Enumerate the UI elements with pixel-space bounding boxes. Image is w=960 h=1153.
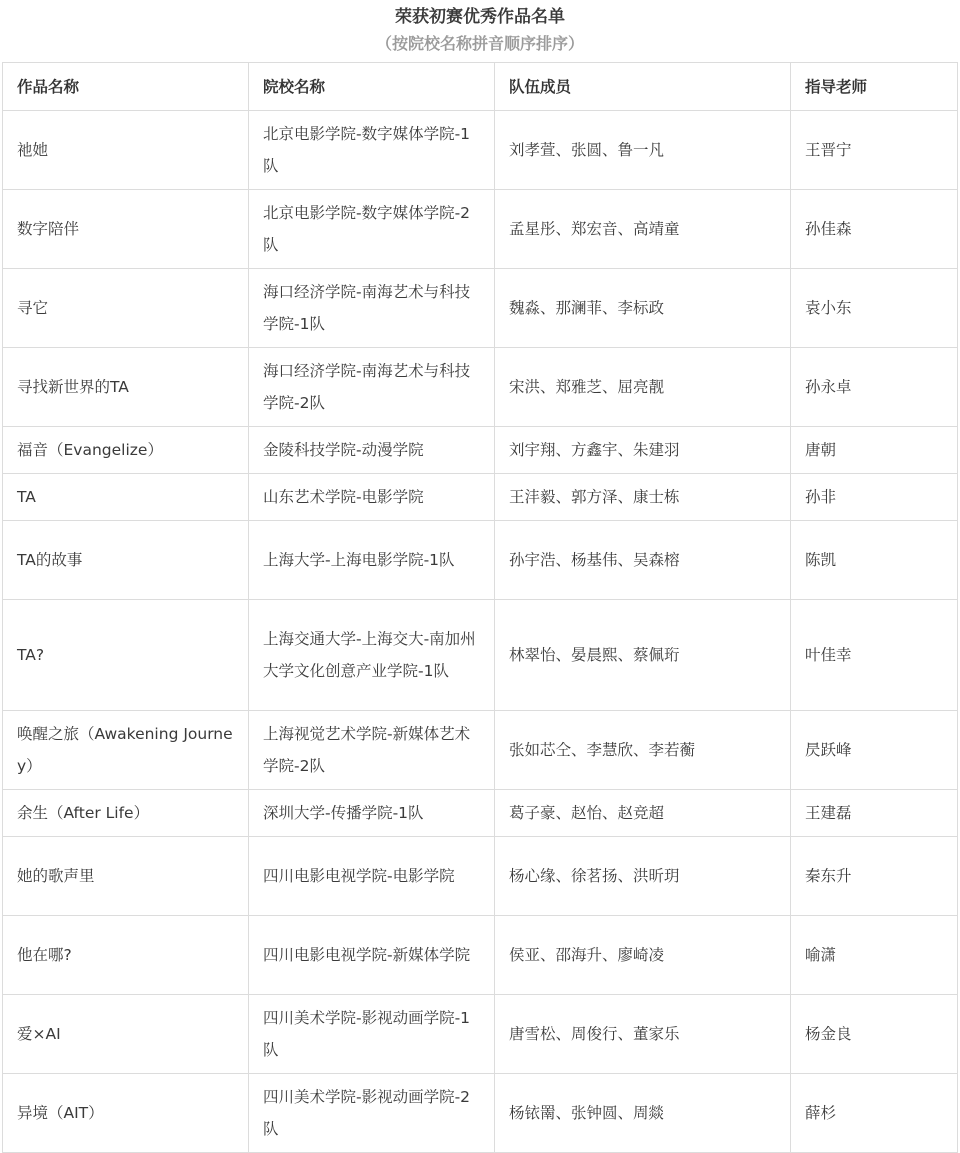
table-row xyxy=(3,837,958,916)
cell-teacher: 陈凯 xyxy=(791,521,958,600)
table-row xyxy=(3,916,958,995)
table-row xyxy=(3,427,958,474)
cell-school: 北京电影学院-数字媒体学院-1队 xyxy=(249,111,495,190)
cell-school: 四川美术学院-影视动画学院-2队 xyxy=(249,1074,495,1153)
cell-teacher: 昃跃峰 xyxy=(791,711,958,790)
cell-teacher: 孙佳森 xyxy=(791,190,958,269)
cell-work: 她的歌声里 xyxy=(3,837,249,916)
cell-school: 上海视觉艺术学院-新媒体艺术学院-2队 xyxy=(249,711,495,790)
table-row xyxy=(3,474,958,521)
cell-members: 张如芯仝、李慧欣、李若蘅 xyxy=(495,711,791,790)
cell-school: 深圳大学-传播学院-1队 xyxy=(249,790,495,837)
cell-members: 杨心缘、徐茗扬、洪昕玥 xyxy=(495,837,791,916)
cell-school: 海口经济学院-南海艺术与科技学院-1队 xyxy=(249,269,495,348)
cell-teacher: 唐朝 xyxy=(791,427,958,474)
page-header xyxy=(0,0,960,62)
table-row xyxy=(3,1074,958,1153)
table-row xyxy=(3,348,958,427)
cell-school: 海口经济学院-南海艺术与科技学院-2队 xyxy=(249,348,495,427)
cell-members: 葛子豪、赵怡、赵竞超 xyxy=(495,790,791,837)
table-row xyxy=(3,711,958,790)
cell-work: 数字陪伴 xyxy=(3,190,249,269)
column-header-members: 队伍成员 xyxy=(495,63,791,111)
cell-school: 上海大学-上海电影学院-1队 xyxy=(249,521,495,600)
page-title: 荣获初赛优秀作品名单 xyxy=(395,7,565,27)
cell-teacher: 袁小东 xyxy=(791,269,958,348)
cell-school: 四川电影电视学院-电影学院 xyxy=(249,837,495,916)
cell-members: 杨铱罱、张钟圆、周燚 xyxy=(495,1074,791,1153)
cell-members: 孙宇浩、杨基伟、吴森榕 xyxy=(495,521,791,600)
cell-school: 北京电影学院-数字媒体学院-2队 xyxy=(249,190,495,269)
table-row xyxy=(3,111,958,190)
cell-members: 林翠怡、晏晨熙、蔡佩珩 xyxy=(495,600,791,711)
cell-work: TA的故事 xyxy=(3,521,249,600)
cell-school: 四川电影电视学院-新媒体学院 xyxy=(249,916,495,995)
cell-teacher: 孙非 xyxy=(791,474,958,521)
cell-members: 刘孝萱、张圆、鲁一凡 xyxy=(495,111,791,190)
cell-work: 异境（AIT） xyxy=(3,1074,249,1153)
cell-work: TA xyxy=(3,474,249,521)
cell-work: 寻它 xyxy=(3,269,249,348)
cell-school: 上海交通大学-上海交大-南加州大学文化创意产业学院-1队 xyxy=(249,600,495,711)
cell-teacher: 王建磊 xyxy=(791,790,958,837)
table-row xyxy=(3,269,958,348)
cell-members: 王沣毅、郭方泽、康士栋 xyxy=(495,474,791,521)
cell-members: 孟星彤、郑宏音、高靖童 xyxy=(495,190,791,269)
table-row xyxy=(3,521,958,600)
table-row xyxy=(3,600,958,711)
cell-work: 寻找新世界的TA xyxy=(3,348,249,427)
page-subtitle: （按院校名称拼音顺序排序） xyxy=(375,34,584,53)
cell-school: 四川美术学院-影视动画学院-1队 xyxy=(249,995,495,1074)
cell-work: 唤醒之旅（Awakening Journey） xyxy=(3,711,249,790)
table-row xyxy=(3,995,958,1074)
cell-teacher: 薛杉 xyxy=(791,1074,958,1153)
cell-members: 宋洪、郑雅芝、屈亮靓 xyxy=(495,348,791,427)
cell-work: 爱×AI xyxy=(3,995,249,1074)
table-header-row xyxy=(3,63,958,111)
table-row xyxy=(3,190,958,269)
cell-teacher: 叶佳幸 xyxy=(791,600,958,711)
column-header-school: 院校名称 xyxy=(249,63,495,111)
cell-work: TA? xyxy=(3,600,249,711)
cell-work: 他在哪? xyxy=(3,916,249,995)
column-header-teacher: 指导老师 xyxy=(791,63,958,111)
cell-work: 余生（After Life） xyxy=(3,790,249,837)
cell-members: 侯亚、邵海升、廖崎凌 xyxy=(495,916,791,995)
cell-teacher: 秦东升 xyxy=(791,837,958,916)
table-row xyxy=(3,790,958,837)
cell-teacher: 喻潇 xyxy=(791,916,958,995)
cell-members: 唐雪松、周俊行、董家乐 xyxy=(495,995,791,1074)
cell-members: 魏淼、那澜菲、李标政 xyxy=(495,269,791,348)
cell-members: 刘宇翔、方鑫宇、朱建羽 xyxy=(495,427,791,474)
cell-teacher: 王晋宁 xyxy=(791,111,958,190)
cell-teacher: 孙永卓 xyxy=(791,348,958,427)
cell-school: 山东艺术学院-电影学院 xyxy=(249,474,495,521)
cell-teacher: 杨金良 xyxy=(791,995,958,1074)
cell-school: 金陵科技学院-动漫学院 xyxy=(249,427,495,474)
cell-work: 福音（Evangelize） xyxy=(3,427,249,474)
column-header-work: 作品名称 xyxy=(3,63,249,111)
cell-work: 祂她 xyxy=(3,111,249,190)
winners-table xyxy=(2,62,958,1153)
